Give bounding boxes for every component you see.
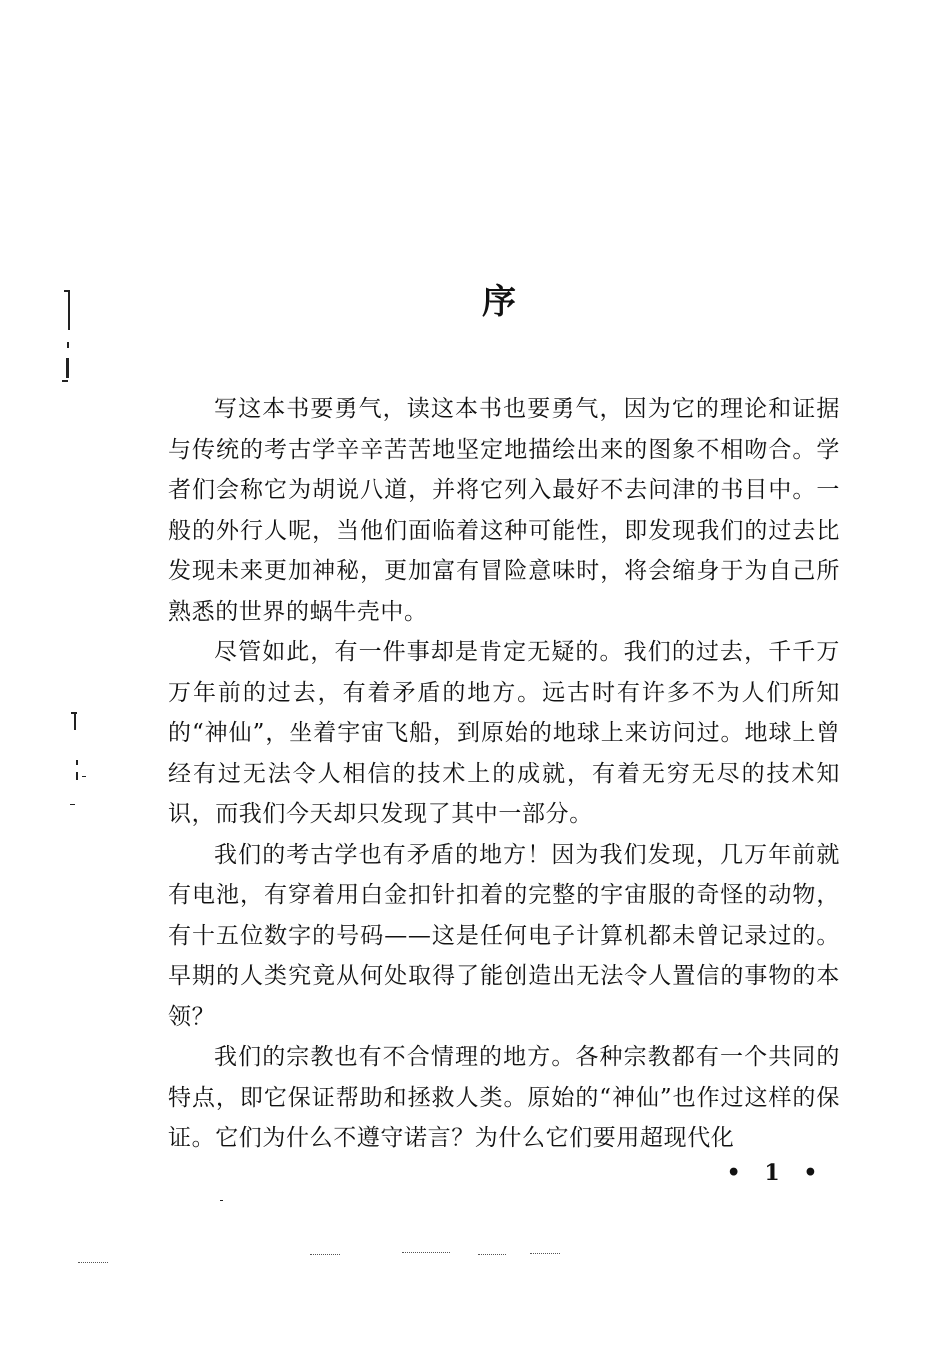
paragraph-2: 尽管如此，有一件事却是肯定无疑的。我们的过去，千千万万年前的过去，有着矛盾的地方。远古时有许多不为人们所知的“神仙”，坐着宇宙飞船，到原始的地球上来访问过。地球上曾经有过无法令人相信的技术上的成就，有着无穷无尽的技术知识，而我们今天却只发现了其中一部分。 (168, 639, 840, 827)
paragraph-3: 我们的考古学也有矛盾的地方！因为我们发现，几万年前就有电池，有穿着用白金扣针扣着的完整的宇宙服的奇怪的动物，有十五位数字的号码——这是任何电子计算机都未曾记录过的。早期的人类究竟从何处取得了能创造出无法令人置信的事物的本领？ (168, 841, 840, 1030)
page-number: • 1 • (726, 1160, 826, 1186)
paragraph-1: 写这本书要勇气，读这本书也要勇气，因为它的理论和证据与传统的考古学辛辛苦苦地坚定地描绘出来的图象不相吻合。学者们会称它为胡说八道，并将它列入最好不去问津的书目中。一般的外行人呢，当他们面临着这种可能性，即发现我们的过去比发现未来更加神秘，更加富有冒险意味时，将会缩身于为自己所熟悉的世界的蜗牛壳中。 (168, 396, 840, 625)
page-title: 序 (482, 282, 518, 322)
paragraph-4: 我们的宗教也有不合情理的地方。各种宗教都有一个共同的特点，即它保证帮助和拯救人类。原始的“神仙”也作过这样的保证。它们为什么不遵守诺言？为什么它们要用超现代化 (168, 1044, 840, 1151)
body-text (168, 389, 840, 1159)
